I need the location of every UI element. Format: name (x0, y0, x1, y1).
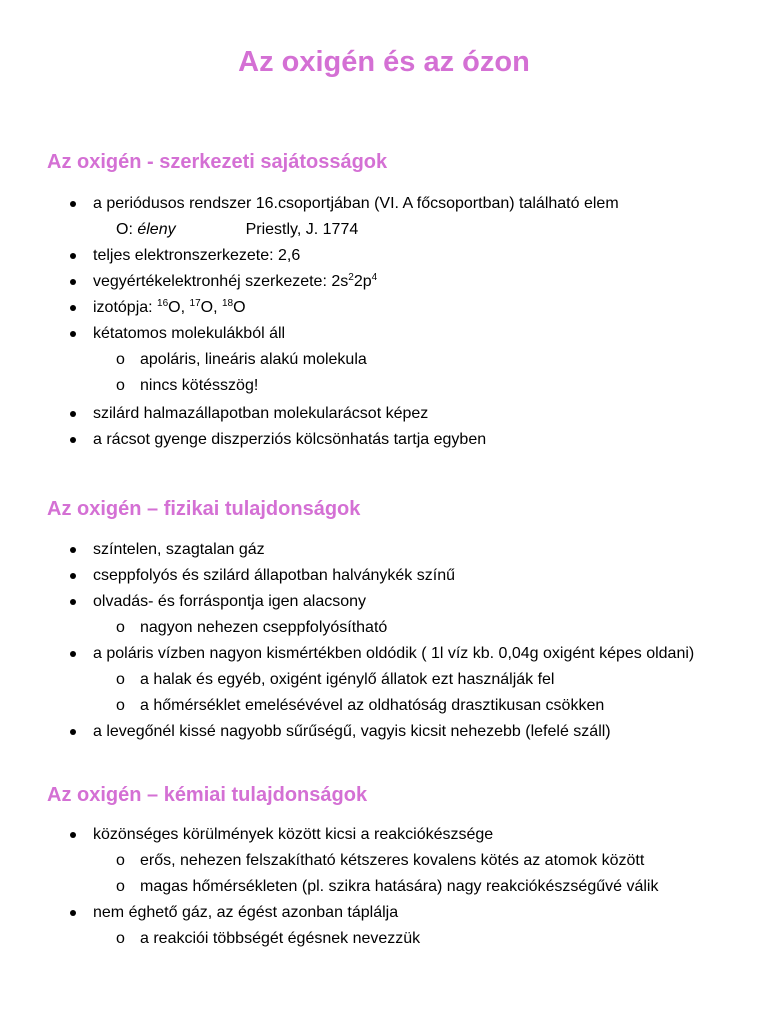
heading-physical: Az oxigén – fizikai tulajdonságok (47, 498, 361, 520)
list-item: izotópja: $^{16}$O, $^{17}$O, $^{18}$O (0, 295, 720, 321)
sub-list-item: o a hőmérséklet emelésévével az oldhatóság drasztikusan csökken (116, 697, 605, 714)
list-item: szilárd halmazállapotban molekularácsot képez (0, 401, 720, 427)
sub-list-item: o a reakciói többségét égésnek nevezzük (116, 930, 421, 947)
list-item: kétatomos molekulákból áll (0, 321, 720, 347)
list-item: a periódusos rendszer 16.csoportjában (VI. A főcsoportban) található elem (0, 191, 720, 217)
list-item: vegyértékelektronhéj szerkezete: $2s^22p^4$ (0, 269, 720, 295)
heading-structure: Az oxigén - szerkezeti sajátosságok (47, 151, 388, 173)
list-item: a poláris vízben nagyon kismértékben oldódik ( 1l víz kb. 0,04g oxigént képes oldani) (0, 641, 720, 667)
element-old-name: éleny (137, 221, 176, 238)
list-chemical (0, 822, 768, 952)
list-item: a rácsot gyenge diszperziós kölcsönhatás tartja egyben (0, 427, 720, 453)
list-structure (0, 191, 768, 217)
list-item: olvadás- és forráspontja igen alacsony (0, 589, 720, 615)
list-item: teljes elektronszerkezete: 2,6 (0, 243, 720, 269)
sub-list-item: o nagyon nehezen cseppfolyósítható (116, 619, 388, 636)
sub-list-item: o apoláris, lineáris alakú molekula (116, 351, 367, 368)
list-item: a levegőnél kissé nagyobb sűrűségű, vagyis kicsit nehezebb (lefelé száll) (0, 719, 720, 745)
page-title: Az oxigén és az ózon (238, 46, 530, 78)
list-item: nem éghető gáz, az égést azonban táplálja (0, 900, 720, 926)
list-item: közönséges körülmények között kicsi a reakciókészsége (0, 822, 720, 848)
sub-list-item: o magas hőmérsékleten (pl. szikra hatására) nagy reakciókészségűvé válik (116, 878, 659, 895)
sub-list-item: o nincs kötésszög! (116, 377, 259, 394)
sub-list-item: o a halak és egyéb, oxigént igénylő állatok ezt használják fel (116, 671, 555, 688)
discoverer: Priestly, J. 1774 (245, 221, 359, 238)
list-item: cseppfolyós és szilárd állapotban halványkék színű (0, 563, 720, 589)
list-physical (0, 537, 768, 745)
sub-list-item: o erős, nehezen felszakítható kétszeres kovalens kötés az atomok között (116, 852, 645, 869)
heading-chemical: Az oxigén – kémiai tulajdonságok (47, 784, 368, 806)
list-item: színtelen, szagtalan gáz (0, 537, 720, 563)
list-structure-cont (0, 243, 768, 453)
element-name-line: O: éleny Priestly, J. 1774 (116, 221, 359, 238)
